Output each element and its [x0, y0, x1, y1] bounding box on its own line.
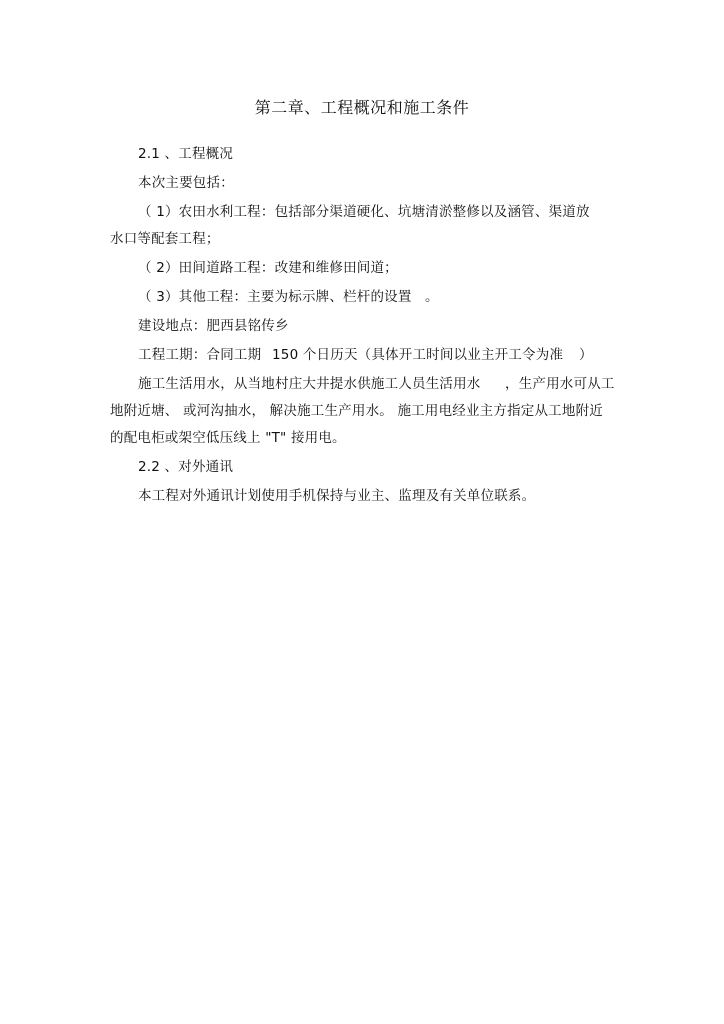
chapter-title: 第二章、工程概况和施工条件	[254, 98, 470, 117]
item3-paragraph: （ 3）其他工程：主要为标示牌、栏杆的设置	[138, 289, 412, 305]
construction-location: 建设地点：肥西县铭传乡	[138, 318, 289, 334]
duration-close-paren: ）	[579, 347, 593, 363]
water-supply-line1a: 施工生活用水，从当地村庄大井提水供施工人员生活用水	[138, 376, 481, 392]
duration-label: 工程工期：合同工期	[138, 347, 262, 363]
item2-paragraph: （ 2）田间道路工程：改建和维修田间道；	[138, 260, 398, 276]
intro-paragraph: 本次主要包括：	[138, 175, 234, 191]
duration-value: 150 个日历天（具体开工时间以业主开工令为准	[272, 347, 564, 363]
section-heading-communication: 2.2 、对外通讯	[138, 459, 234, 475]
water-supply-line2: 地附近塘、 或河沟抽水， 解决施工生产用水。 施工用电经业主方指定从工地附近	[110, 403, 603, 419]
item1-line2: 水口等配套工程；	[110, 231, 220, 247]
item3-end-mark: 。	[425, 289, 439, 305]
water-supply-line3: 的配电柜或架空低压线上 "T" 接用电。	[110, 430, 346, 446]
water-supply-line1b: ，生产用水可从工	[505, 376, 615, 392]
item1-line1: （ 1）农田水利工程：包括部分渠道硬化、坑塘清淤整修以及涵管、渠道放	[138, 204, 590, 220]
communication-paragraph: 本工程对外通讯计划使用手机保持与业主、监理及有关单位联系。	[138, 488, 536, 504]
section-heading-overview: 2.1 、工程概况	[138, 146, 234, 162]
